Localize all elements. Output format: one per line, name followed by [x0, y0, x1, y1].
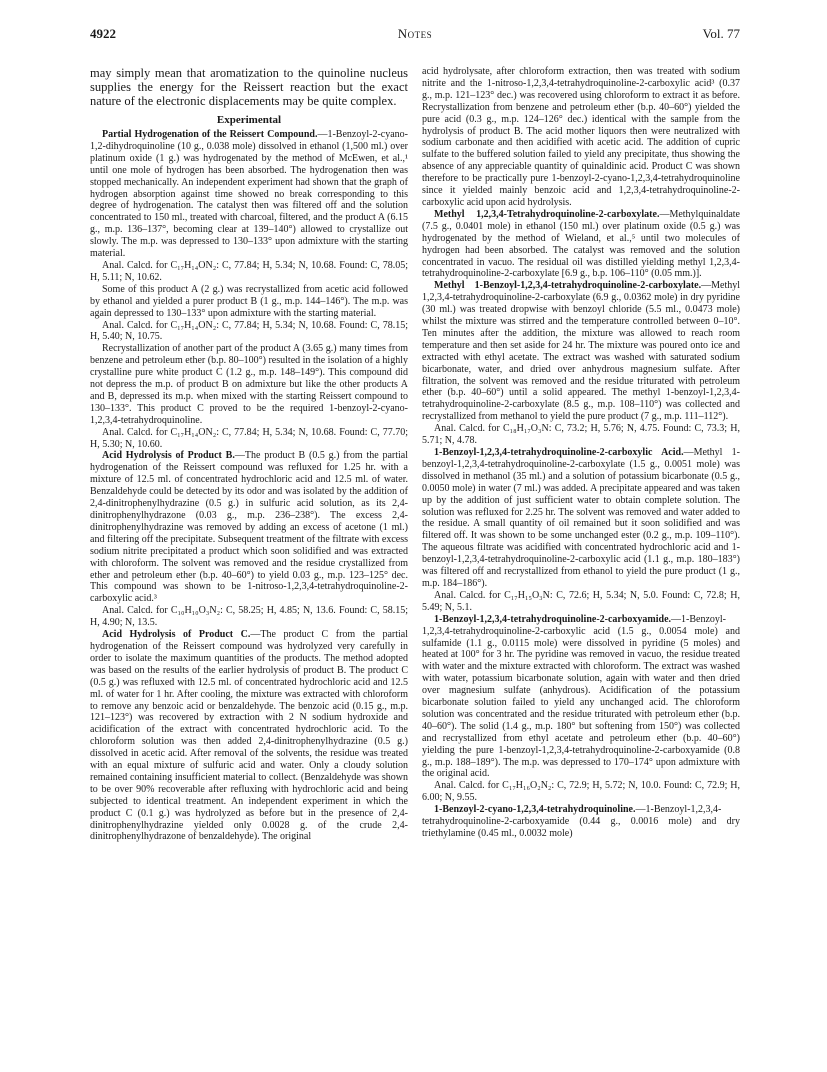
journal-section: Notes	[397, 26, 433, 41]
intro-paragraph: may simply mean that aromatization to the quinoline nucleus supplies the energy for the Reissert reaction but the exact nature of the electronic displacements may be quite complex.	[90, 66, 408, 108]
analysis-line: Anal. Calcd. for C₁₇H₁₄ON₂: C, 77.84; H, 5.34; N, 10.68. Found: C, 78.15; H, 5.40; N, 10.75.	[90, 319, 408, 343]
page-header	[90, 26, 740, 46]
analysis-line: Anal. Calcd. for C₁₇H₁₅O₃N: C, 72.6; H, 5.34; N, 5.0. Found: C, 72.8; H, 5.49; N, 5.1.	[422, 589, 740, 613]
right-column	[422, 66, 740, 840]
analysis-line: Anal. Calcd. for C₁₇H₁₆O₂N₂: C, 72.9; H, 5.72; N, 10.0. Found: C, 72.9; H, 6.00; N, 9.55.	[422, 780, 740, 804]
paragraph-methyl-ester	[422, 209, 740, 280]
paragraph-heading: Partial Hydrogenation of the Reissert Compound.	[102, 129, 318, 140]
paragraph-carboxyamide	[422, 614, 740, 781]
paragraph-body: —1-Benzoyl-2-cyano-1,2-dihydroquinoline (10 g., 0.038 mole) dissolved in ethanol (1,500 ml.) over platinum oxide (1 g.) was hydrogenated by the method of McEwen, et al.,¹ until one mole of hydrogen has been absorbed. The hydrogenation then was stopped mechanically. An independent experiment had shown that the graph of hydrogen absorption against time showed no break corresponding to this degree of hydrogenation. The catalyst then was filtered off and the solution concentrated to 150 ml., treated with charcoal, filtered, and the product A (6.15 g., m.p. 136–137°, becoming clear at 139–140°) allowed to crystallize out slowly. The m.p. was depressed to 130–133° upon admixture with the starting material.	[90, 129, 408, 260]
section-heading: Experimental	[216, 114, 282, 126]
paragraph-continued: acid hydrolysate, after chloroform extraction, then was treated with sodium nitrite and the 1-nitroso-1,2,3,4-tetrahydroquinoline-2-carboxylic acid³ (0.37 g., m.p. 121–123° dec.) was recovered using chloroform to extract it as before. Recrystallization from benzene and petroleum ether (b.p. 40–60°) yielded the pure acid (0.3 g., m.p. 124–126° dec.) identical with the sample from the hydrolysis of product B. The acid mother liquors then were neutralized with sodium carbonate and then acidified with acetic acid. The addition of cupric sulfate to the buffered solution failed to yield any precipitate, thus showing the absence of any appreciable quantity of quinaldinic acid. Product C was shown therefore to be practically pure 1-benzoyl-2-cyano-1,2,3,4-tetrahydroquinoline since it yielded mainly benzoic acid and 1,2,3,4-tetrahydroquinoline-2-carboxylic acid upon acid hydrolysis.	[422, 66, 740, 208]
paragraph-product-b: Some of this product A (2 g.) was recrystallized from acetic acid followed by ethanol and yielded a purer product B (1 g., m.p. 144–146°). The m.p. was again depressed to 130–133° upon admixture with the starting material.	[90, 283, 408, 319]
paragraph-heading: Methyl 1,2,3,4-Tetrahydroquinoline-2-carboxylate.	[434, 208, 660, 220]
paragraph-body: —Methylquinaldate (7.5 g., 0.0401 mole) in ethanol (150 ml.) over platinum oxide (0.5 g.) was hydrogenated by the method of Wieland, et al.,⁵ until two molecules of hydrogen had been absorbed. The catalyst was removed and the solution concentrated in vacuo. The residual oil was distilled yielding methyl 1,2,3,4-tetrahydroquinoline-2-carboxylate [6.9 g., b.p. 106–110° (0.05 mm.)].	[422, 208, 740, 280]
paragraph-heading: 1-Benzoyl-1,2,3,4-tetrahydroquinoline-2-carboxyamide.	[434, 613, 672, 625]
paragraph-heading: Acid Hydrolysis of Product C.	[102, 629, 251, 641]
volume-label: Vol. 77	[702, 26, 740, 41]
paragraph-hydrolysis-c	[90, 629, 408, 843]
paragraph-body: —Methyl 1-benzoyl-1,2,3,4-tetrahydroquinoline-2-carboxylate (1.5 g., 0.0051 mole) was dissolved in methanol (35 ml.) and a solution of potassium bicarbonate (0.5 g., 0.0050 mole) in water (7 ml.) was added. A precipitate appeared and was taken up by the addition of just sufficient water to obtain complete solution. The solution was refluxed for 2.25 hr. The solvent was removed and water added to the residue. A small quantity of oil remained but it soon solidified and was filtered off. It was shown to be some unchanged ester (0.2 g., m.p. 109–110°). The aqueous filtrate was acidified with concentrated hydrochloric acid and 1-benzoyl-1,2,3,4-tetrahydroquinoline-2-carboxylic acid (1.1 g., m.p. 180–183°) was filtered off and recrystallized from ethanol to yield the pure product (1 g., m.p. 184–186°).	[422, 447, 741, 589]
page-number: 4922	[90, 26, 116, 41]
analysis-line: Anal. Calcd. for C₁₇H₁₄ON₂: C, 77.84; H, 5.34; N, 10.68. Found: C, 77.70; H, 5.30; N, 10.60.	[90, 426, 408, 450]
paragraph-heading: 1-Benzoyl-2-cyano-1,2,3,4-tetrahydroquinoline.	[434, 804, 636, 816]
paragraph-body: —The product C from the partial hydrogenation of the Reissert compound was hydrolyzed very carefully in order to isolate the maximum quantities of the products. The method adopted was based on the results of the earlier hydrolysis of product B. The product C (0.5 g.) was refluxed with 12.5 ml. of concentrated hydrochloric acid and 12.5 ml. of water for 1 hr. After cooling, the mixture was extracted with chloroform to remove any benzoic acid or benzaldehyde. The benzoic acid (0.15 g., m.p. 121–123°) was recovered by extraction with 2 N sodium hydroxide and acidification of the extract with concentrated hydrochloric acid. To the chloroform solution was then added 2,4-dinitrophenylhydrazine (0.5 g.) dissolved in acetic acid. After removal of the solvents, the residue was treated with an equal mixture of sulfuric acid and water. Only a cloudy solution remained containing insufficient material to collect. (Benzaldehyde was shown to be over 90% recoverable after refluxing with hydrochloric acid and being subjected to identical treatment. An independent experiment in which the product C (0.1 g.) was hydrolyzed as before but in the presence of 2,4-dinitrophenylhydrazine yielded only 0.0028 g. of the crude 2,4-dinitrophenylhydrazone of benzaldehyde). The original	[90, 629, 408, 843]
paragraph-benzoyl-ester	[422, 280, 740, 423]
paragraph-cyano-compound	[422, 804, 740, 840]
paragraph-body: —The product B (0.5 g.) from the partial hydrogenation of the Reissert compound was refluxed for 1.25 hr. with a mixture of 12.5 ml. of concentrated hydrochloric acid and 12.5 ml. of water. Benzaldehyde could be detected by its odor and was isolated by the addition of 2,4-dinitrophenylhydrazine (0.5 g.) in sulfuric acid solution, as its 2,4-dinitrophenylhydrazone (0.03 g., m.p. 236–238°). The excess 2,4-dinitrophenylhydrazine was removed by adding an excess of acetone (1 ml.) and filtering off the precipitate. Subsequent treatment of the filtrate with excess sodium nitrite precipitated a product which soon solidified and was extracted with chloroform. The solvent was removed and the residue crystallized from ether and petroleum ether (b.p. 40–60°) to yield 0.03 g., m.p. 123–125° dec. This compound was shown to be 1-nitroso-1,2,3,4-tetrahydroquinoline-2-carboxylic acid.³	[90, 450, 408, 605]
paragraph-heading: 1-Benzoyl-1,2,3,4-tetrahydroquinoline-2-carboxylic Acid.	[434, 447, 684, 458]
paragraph-carboxylic-acid	[422, 447, 740, 590]
left-column	[90, 66, 408, 843]
paragraph-body: —1-Benzoyl-1,2,3,4-tetrahydroquinoline-2-carboxylic acid (1.5 g., 0.0054 mole) and sulfamide (1.1 g., 0.0115 mole) were dissolved in pyridine (5 moles) and heated at 100° for 3 hr. The pyridine was removed in vacuo, the residue treated with water and the mixture extracted with chloroform. The extract was washed with water, potassium bicarbonate solution, again with water and then dried over magnesium sulfate (anhydrous). Acidification of the potassium bicarbonate solution failed to yield any unchanged acid. The chloroform solution was concentrated and the residue triturated with petroleum ether (b.p. 40–60°). The solid (1.4 g., m.p. 180° but softening from 150°) was collected and recrystallized from ethyl acetate and petroleum ether (b.p. 40–60°) yielding the pure 1-benzoyl-1,2,3,4-tetrahydroquinoline-2-carboxyamide (0.8 g., m.p. 188–189°). The m.p. was depressed to 170–174° upon admixture with the original acid.	[422, 613, 740, 780]
analysis-line: Anal. Calcd. for C₁₇H₁₄ON₂: C, 77.84; H, 5.34; N, 10.68. Found: C, 78.05; H, 5.11; N, 10.62.	[90, 259, 408, 283]
paragraph-body: —Methyl 1,2,3,4-tetrahydroquinoline-2-carboxylate (6.9 g., 0.0362 mole) in dry pyridine (30 ml.) was treated dropwise with benzoyl chloride (5.5 ml., 0.0473 mole) whilst the mixture was stirred and the temperature controlled between 0–10°. Ten minutes after the addition, the mixture was allowed to reach room temperature and then set aside for 24 hr. The mixture was poured onto ice and extracted with ethyl acetate. The extract was washed with saturated sodium bicarbonate, water, and dried over anhydrous magnesium sulfate. After filtration, the solvent was removed and the residue triturated with petroleum ether (b.p. 40–60°) until a solid appeared. The methyl 1-benzoyl-1,2,3,4-tetrahydroquinoline-2-carboxylate (8.5 g., m.p. 108–110°) was collected and recrystallized from methanol to yield the pure product (7 g., m.p. 111–112°).	[422, 280, 740, 423]
paragraph-heading: Acid Hydrolysis of Product B.	[102, 450, 235, 462]
paragraph-heading: Methyl 1-Benzoyl-1,2,3,4-tetrahydroquinoline-2-carboxylate.	[434, 280, 702, 292]
analysis-line: Anal. Calcd. for C₁₈H₁₇O₃N: C, 73.2; H, 5.76; N, 4.75. Found: C, 73.3; H, 5.71; N, 4.78.	[422, 423, 740, 447]
paragraph-product-c: Recrystallization of another part of the product A (3.65 g.) many times from benzene and petroleum ether (b.p. 80–100°) resulted in the isolation of a highly crystalline pure white product C (1.2 g., m.p. 148–149°). This compound did not depress the m.p. of product B on admixture but like the other products A and B, depressed its m.p. when mixed with the starting Reissert compound to 130–133°. This product C proved to be the required 1-benzoyl-2-cyano-1,2,3,4-tetrahydroquinoline.	[90, 343, 408, 426]
paragraph-body: —1-Benzoyl-1,2,3,4-tetrahydroquinoline-2-carboxyamide (0.44 g., 0.0016 mole) and dry triethylamine (0.45 ml., 0.0032 mole)	[422, 804, 740, 839]
paragraph-hydrolysis-b	[90, 450, 408, 605]
paragraph-partial-hydrogenation	[90, 129, 408, 260]
analysis-line: Anal. Calcd. for C₁₀H₁₀O₃N₂: C, 58.25; H, 4.85; N, 13.6. Found: C, 58.15; H, 4.90; N, 13.5.	[90, 605, 408, 629]
